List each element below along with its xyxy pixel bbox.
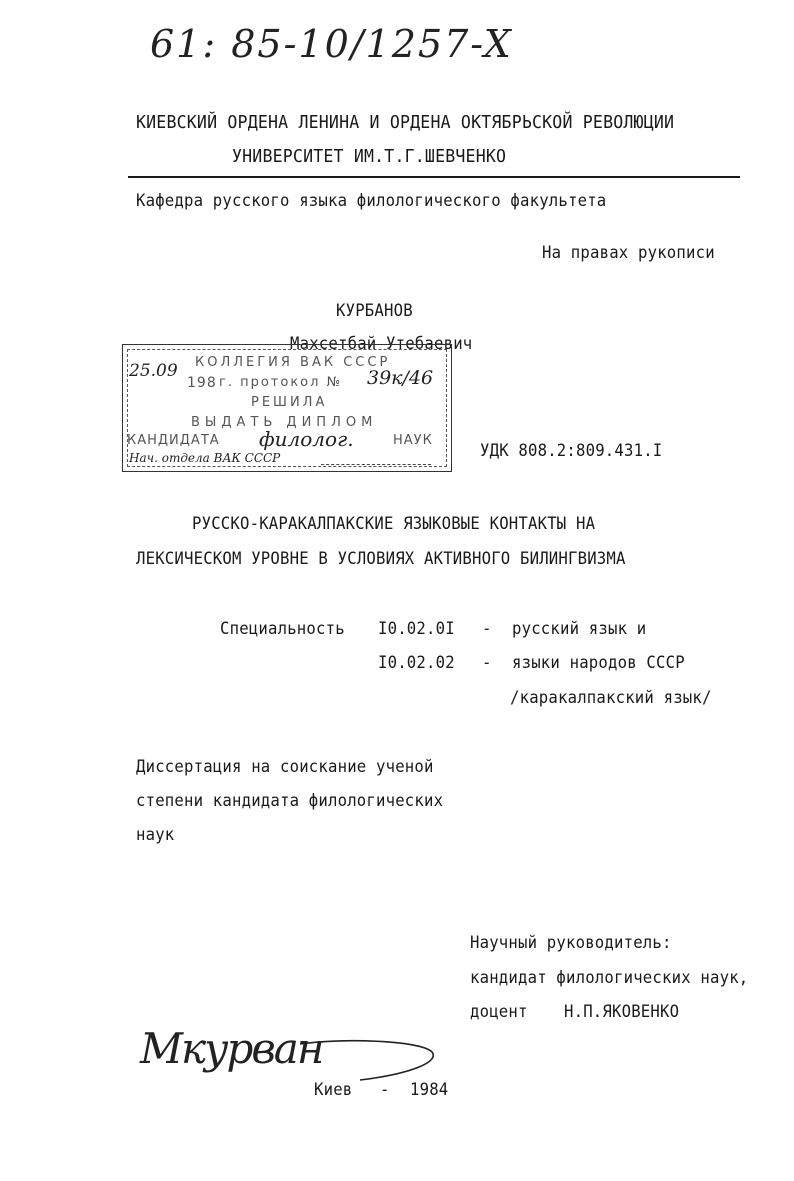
vak-stamp: [122, 344, 452, 472]
author-given-names: Махсетбай Утебаевич: [290, 334, 473, 354]
stamp-date: 25.09: [129, 361, 178, 381]
supervisor-heading: Научный руководитель:: [470, 933, 672, 953]
stamp-footer: Нач. отдела ВАК СССР: [129, 451, 281, 465]
supervisor-degree: кандидат филологических наук,: [470, 968, 749, 988]
specialty-label: Специальность: [220, 619, 345, 639]
supervisor-position: доцент: [470, 1002, 528, 1022]
dissertation-line3: наук: [136, 825, 175, 845]
specialty-note: /каракалпакский язык/: [510, 688, 712, 708]
specialty-name-2: языки народов СССР: [512, 653, 685, 673]
stamp-line5-right: НАУК: [393, 433, 433, 448]
specialty-dash-1: -: [482, 619, 492, 639]
specialty-code-2: I0.02.02: [378, 653, 455, 673]
author-surname: КУРБАНОВ: [336, 301, 413, 321]
manuscript-note: На правах рукописи: [542, 243, 715, 263]
stamp-line4: ВЫДАТЬ ДИПЛОМ: [191, 415, 378, 430]
supervisor-name: Н.П.ЯКОВЕНКО: [564, 1002, 680, 1022]
footer-city: Киев: [314, 1080, 353, 1100]
university-name-line2: УНИВЕРСИТЕТ ИМ.Т.Г.ШЕВЧЕНКО: [232, 146, 507, 167]
stamp-line5-left: КАНДИДАТА: [127, 433, 220, 448]
udc-code: УДК 808.2:809.431.I: [480, 441, 663, 461]
archive-number: 61: 85-10/1257-X: [150, 22, 513, 66]
stamp-line1: КОЛЛЕГИЯ ВАК СССР: [195, 355, 391, 370]
author-signature: Мкурван: [140, 1024, 323, 1073]
stamp-line3: РЕШИЛА: [251, 395, 328, 410]
footer-year: 1984: [410, 1080, 449, 1100]
stamp-protocol: 39к/46: [367, 367, 434, 389]
specialty-name-1: русский язык и: [512, 619, 647, 639]
university-name-line1: КИЕВСКИЙ ОРДЕНА ЛЕНИНА И ОРДЕНА ОКТЯБРЬСКОЙ РЕВОЛЮЦИИ: [136, 112, 675, 133]
footer-dash: -: [380, 1080, 390, 1100]
specialty-dash-2: -: [482, 653, 492, 673]
stamp-line2-prefix: 198: [187, 375, 217, 391]
stamp-footer-line: [321, 464, 431, 465]
stamp-line2: г. протокол №: [219, 375, 343, 390]
dissertation-line1: Диссертация на соискание ученой: [136, 757, 434, 777]
stamp-degree: филолог.: [259, 427, 354, 451]
title-line2: ЛЕКСИЧЕСКОМ УРОВНЕ В УСЛОВИЯХ АКТИВНОГО БИЛИНГВИЗМА: [136, 549, 626, 569]
department: Кафедра русского языка филологического факультета: [136, 191, 607, 211]
title-line1: РУССКО-КАРАКАЛПАКСКИЕ ЯЗЫКОВЫЕ КОНТАКТЫ НА: [192, 514, 596, 534]
specialty-code-1: I0.02.0I: [378, 619, 455, 639]
header-divider: [128, 176, 740, 178]
dissertation-line2: степени кандидата филологических: [136, 791, 444, 811]
